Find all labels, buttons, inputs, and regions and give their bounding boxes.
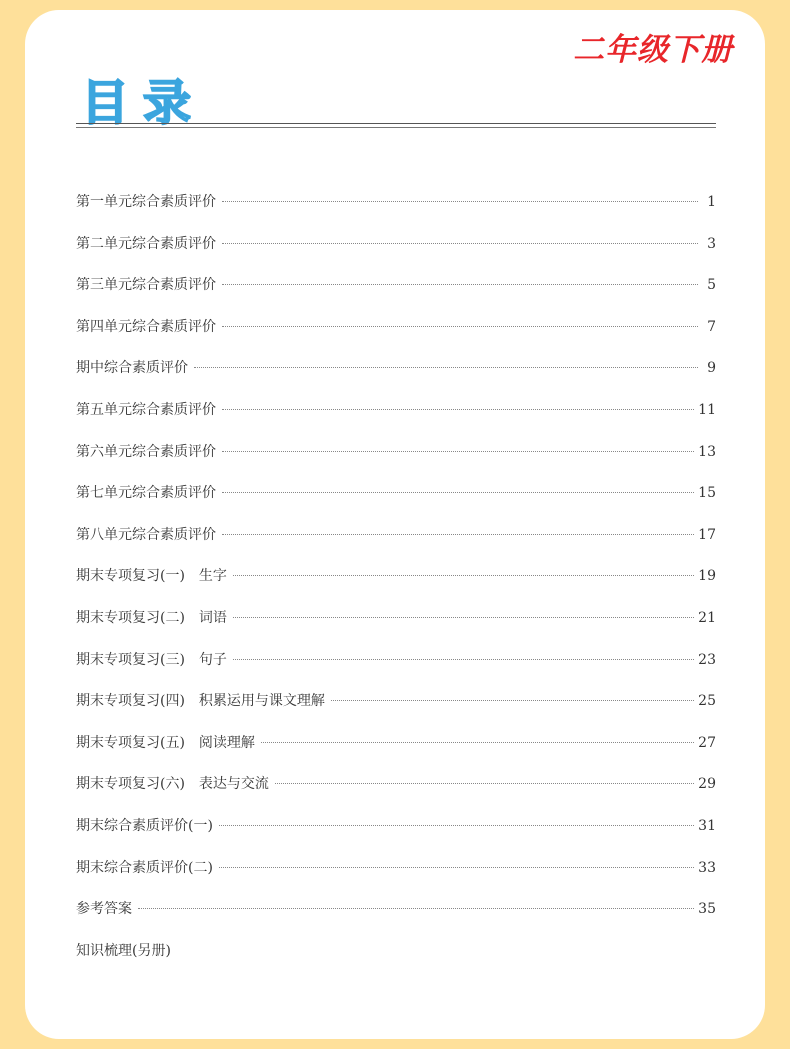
toc-item-page: 15 [698, 485, 716, 502]
toc-item[interactable] [76, 482, 716, 524]
toc-item-label: 第一单元综合素质评价 [76, 194, 216, 210]
toc-item[interactable] [76, 399, 716, 441]
toc-item[interactable] [76, 607, 716, 649]
toc-leader-dots [275, 783, 694, 784]
toc-item-page: 35 [698, 901, 716, 918]
toc-leader-dots [222, 284, 698, 285]
toc-item[interactable] [76, 940, 716, 982]
toc-leader-dots [222, 326, 698, 327]
toc-leader-dots [331, 700, 694, 701]
toc-item-page: 3 [707, 235, 716, 252]
toc-item-label: 第六单元综合素质评价 [76, 443, 216, 460]
toc-item-label: 期末专项复习(五) 阅读理解 [76, 734, 255, 751]
toc-item-label: 第四单元综合素质评价 [76, 318, 216, 335]
toc-leader-dots [219, 867, 694, 868]
toc-leader-dots [222, 409, 694, 410]
toc-leader-dots [138, 908, 694, 909]
toc-item-label: 期末专项复习(六) 表达与交流 [76, 776, 269, 793]
toc-item-page: 33 [698, 859, 716, 876]
toc-item[interactable] [76, 732, 716, 774]
toc-item-page: 21 [698, 609, 716, 626]
page-card [25, 10, 765, 1039]
toc-leader-dots [261, 742, 694, 743]
toc-item[interactable] [76, 274, 716, 316]
toc-item-label: 期中综合素质评价 [76, 360, 188, 377]
title-rule-bottom [76, 127, 716, 128]
toc-item-label: 第二单元综合素质评价 [76, 235, 216, 252]
toc-item-label: 知识梳理(另册) [76, 942, 171, 959]
toc-item-label: 期末专项复习(二) 词语 [76, 609, 227, 626]
toc-item-page: 1 [707, 194, 716, 210]
toc-item-page: 7 [707, 318, 716, 335]
toc-item-page: 5 [707, 277, 716, 294]
toc-item-label: 期末综合素质评价(一) [76, 817, 213, 834]
toc-item[interactable] [76, 857, 716, 899]
toc-item[interactable] [76, 815, 716, 857]
toc-item-page: 19 [698, 568, 716, 585]
toc-item[interactable] [76, 898, 716, 940]
toc-item-label: 第五单元综合素质评价 [76, 401, 216, 418]
toc-item[interactable] [76, 773, 716, 815]
toc-item-page: 13 [698, 443, 716, 460]
toc-item[interactable] [76, 690, 716, 732]
toc-item[interactable] [76, 524, 716, 566]
toc-leader-dots [233, 575, 694, 576]
toc-item-page: 9 [707, 360, 716, 377]
toc-leader-dots [233, 659, 694, 660]
toc-item[interactable] [76, 565, 716, 607]
toc-item-label: 期末专项复习(三) 句子 [76, 651, 227, 668]
grade-label: 二年级下册 [573, 32, 733, 68]
toc-item-page: 25 [698, 693, 716, 710]
toc-item[interactable] [76, 233, 716, 275]
toc-leader-dots [222, 201, 698, 202]
toc-leader-dots [222, 492, 694, 493]
toc-item-label: 第八单元综合素质评价 [76, 526, 216, 543]
toc-item-label: 第七单元综合素质评价 [76, 485, 216, 502]
toc-item-label: 参考答案 [76, 901, 132, 918]
toc-leader-dots [194, 367, 698, 368]
toc-leader-dots [219, 825, 694, 826]
toc-item[interactable] [76, 357, 716, 399]
toc-leader-dots [233, 617, 694, 618]
toc-item[interactable] [76, 316, 716, 358]
page-title: 目录 [81, 75, 206, 131]
toc-item[interactable] [76, 191, 716, 233]
toc-leader-dots [222, 243, 698, 244]
toc-item-page: 29 [698, 776, 716, 793]
table-of-contents [76, 191, 716, 981]
toc-item[interactable] [76, 649, 716, 691]
toc-leader-dots [222, 534, 694, 535]
toc-item-page: 11 [698, 401, 716, 418]
toc-item-label: 第三单元综合素质评价 [76, 277, 216, 294]
toc-item-label: 期末专项复习(一) 生字 [76, 568, 227, 585]
toc-item-page: 27 [698, 734, 716, 751]
toc-item-label: 期末综合素质评价(二) [76, 859, 213, 876]
toc-item-page: 31 [698, 817, 716, 834]
toc-leader-dots [222, 451, 694, 452]
title-rule-top [76, 123, 716, 124]
toc-item-page: 17 [698, 526, 716, 543]
toc-item[interactable] [76, 441, 716, 483]
toc-item-label: 期末专项复习(四) 积累运用与课文理解 [76, 693, 325, 710]
toc-item-page: 23 [698, 651, 716, 668]
